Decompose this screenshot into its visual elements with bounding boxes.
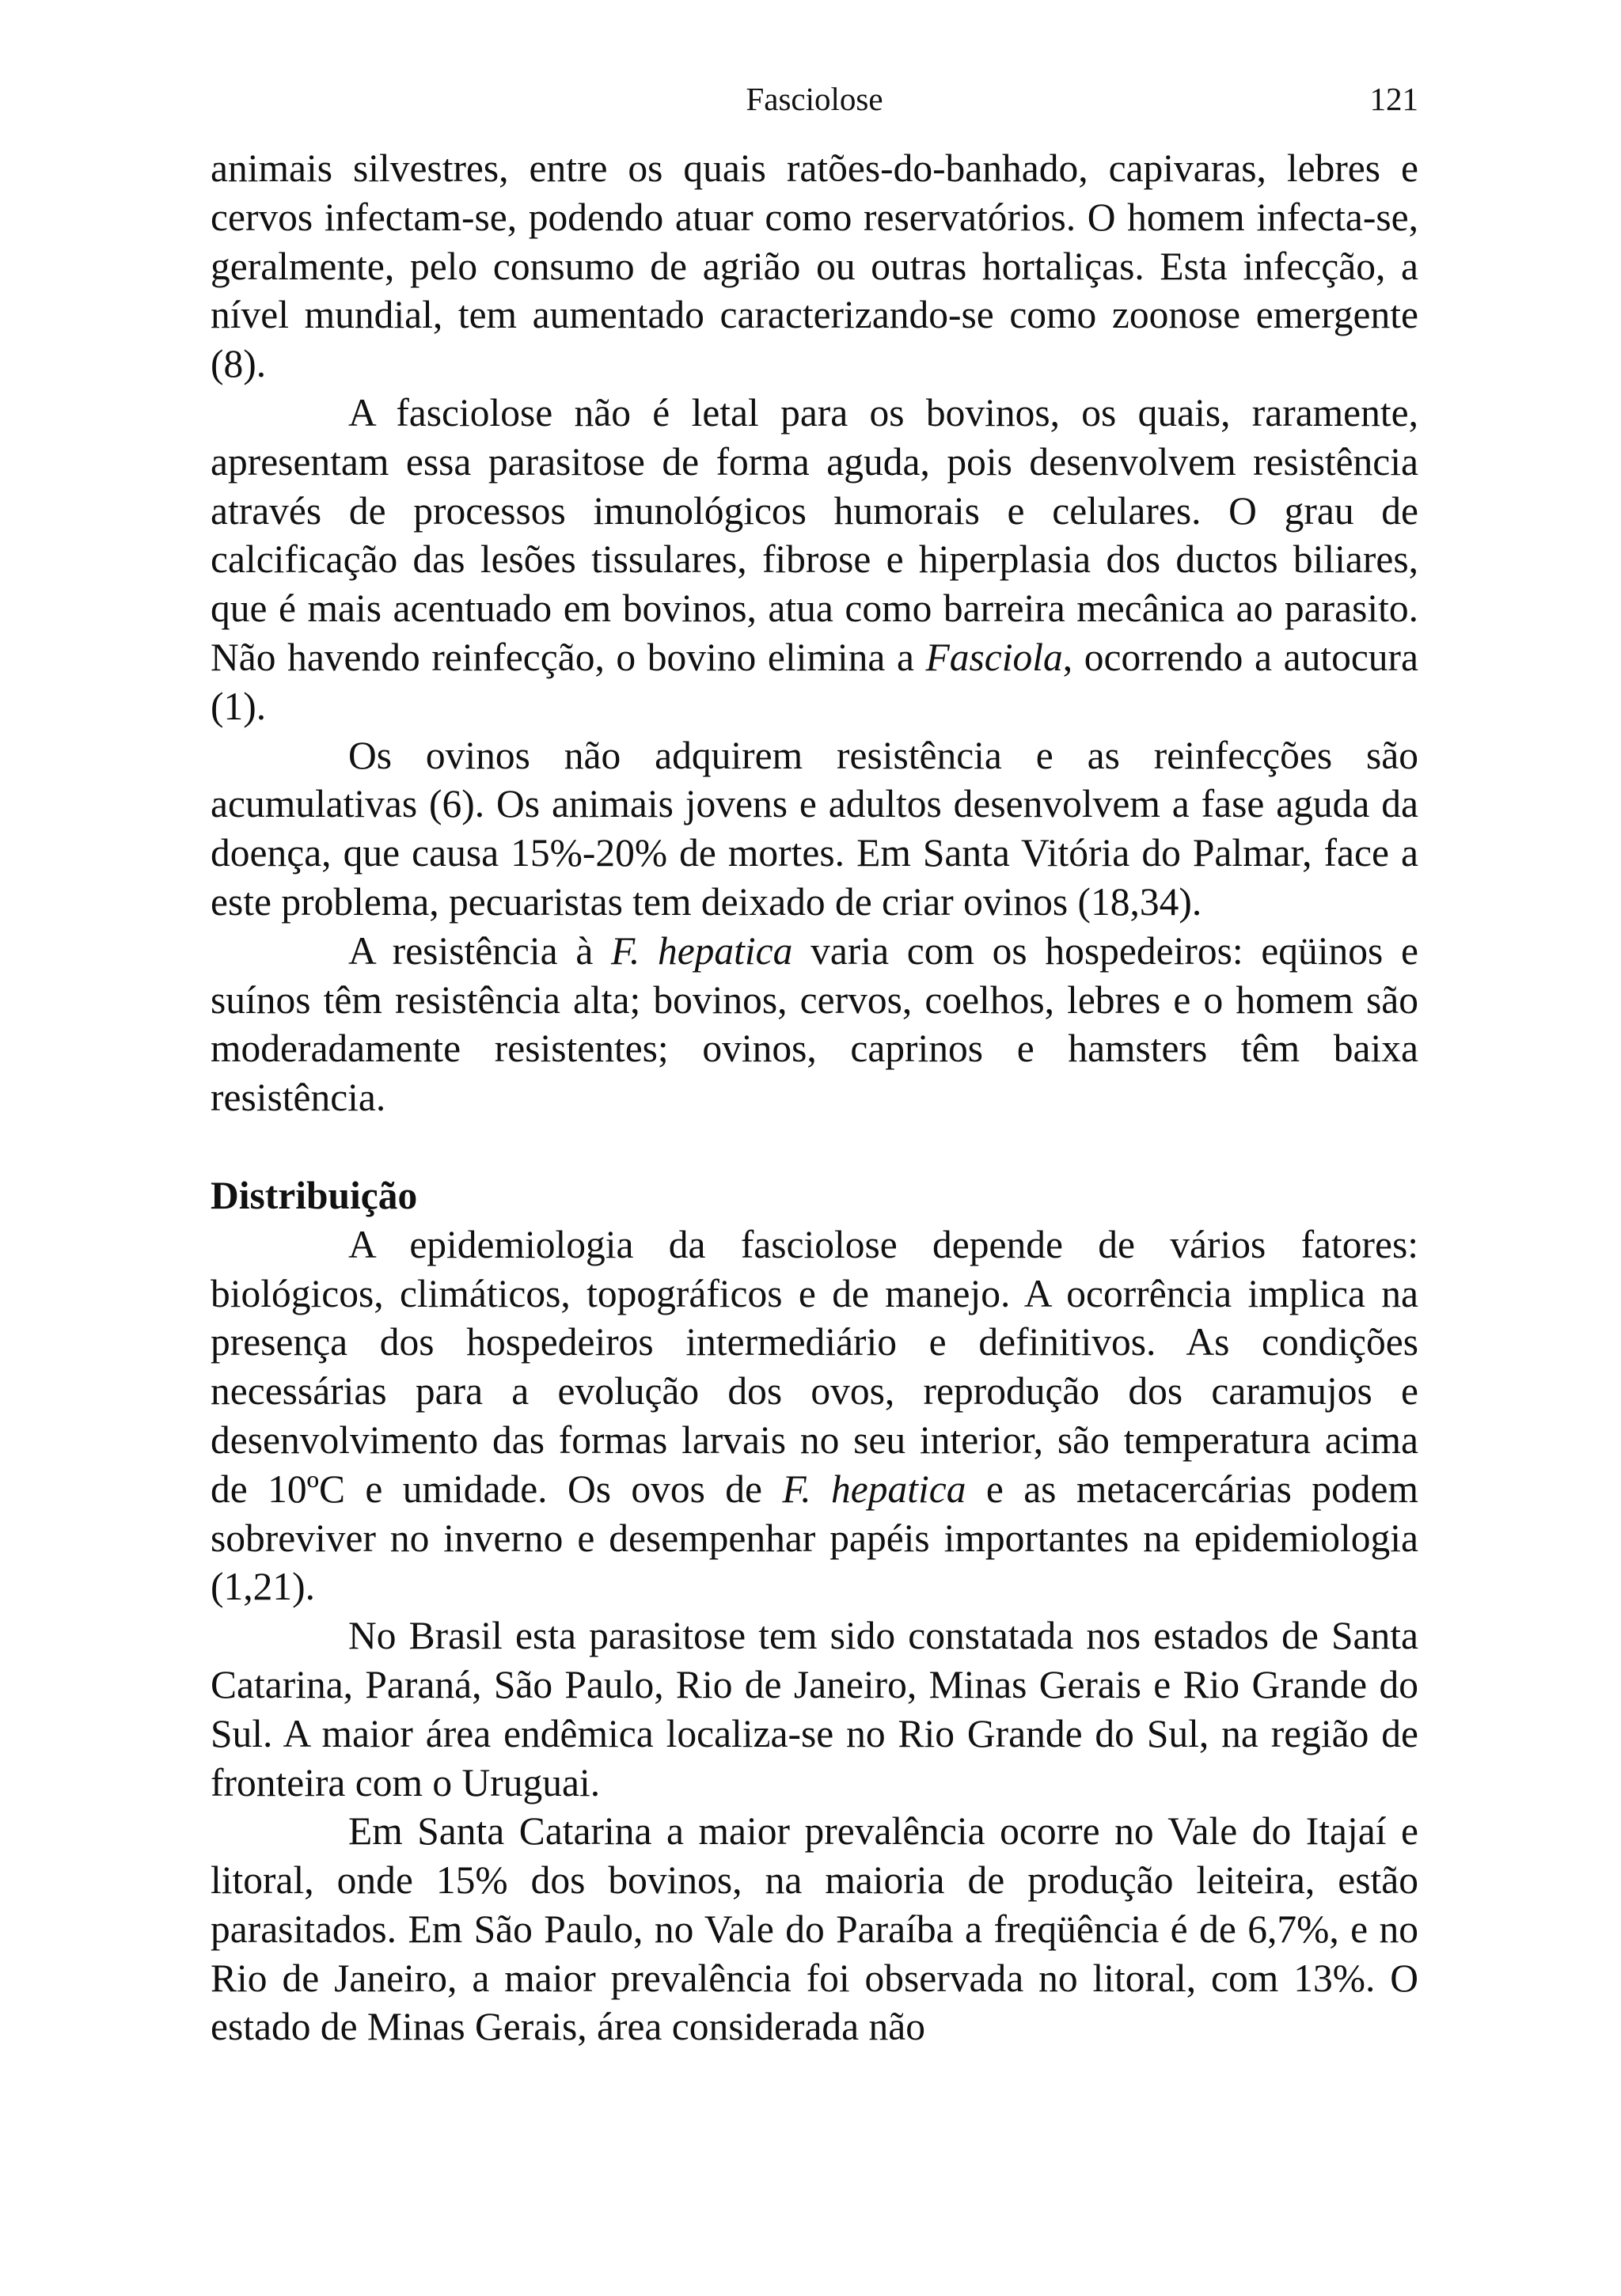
paragraph-states: Em Santa Catarina a maior prevalência ocorre no Vale do Itajaí e litoral, onde 15% dos bovinos, na maioria de produção leiteira, estão parasitados. Em São Paulo, no Vale do Paraíba a freqüência é de 6,7%, e no Rio de Janeiro, a maior prevalência foi observada no litoral, com 13%. O estado de Minas Gerais, área considerada não bbox=[211, 1809, 1418, 2049]
running-head bbox=[211, 75, 1418, 123]
italic-species-name: F. hepatica bbox=[611, 928, 793, 973]
body-text bbox=[211, 144, 1418, 2051]
paragraph-text: A fasciolose não é letal para os bovinos, os quais, raramente, apresentam essa parasitose de forma aguda, pois desenvolvem resistência através de processos imunológicos humorais e celulares. O grau de calcificação das lesões tissulares, fibrose e hiperplasia dos ductos biliares, que é mais acentuado em bovinos, atua como barreira mecânica ao parasito. Não havendo reinfecção, o bovino elimina a bbox=[211, 390, 1418, 679]
paragraph-ovine: Os ovinos não adquirem resistência e as reinfecções são acumulativas (6). Os animais jovens e adultos desenvolvem a fase aguda da doença, que causa 15%-20% de mortes. Em Santa Vitória do Palmar, face a este problema, pecuaristas tem deixado de criar ovinos (18,34). bbox=[211, 733, 1418, 924]
paragraph-epidemiology bbox=[211, 1220, 1418, 1611]
paragraph-text: A resistência à bbox=[348, 928, 612, 973]
paragraph-host-resistance bbox=[211, 927, 1418, 1122]
paragraph-bovine-resistance bbox=[211, 389, 1418, 731]
paragraph-text: A epidemiologia da fasciolose depende de vários fatores: biológicos, climáticos, topográficos e de manejo. A ocorrência implica na presença dos hospedeiros intermediário e definitivos. As condições necessárias para a evolução dos ovos, reprodução dos caramujos e desenvolvimento das formas larvais no seu interior, são temperatura acima de 10ºC e umidade. Os ovos de bbox=[211, 1222, 1418, 1511]
paragraph-text: , ocorrendo a autocura (1). bbox=[211, 635, 1419, 728]
paragraph-reservoirs: animais silvestres, entre os quais ratões-do-banhado, capivaras, lebres e cervos infectam-se, podendo atuar como reservatórios. O homem infecta-se, geralmente, pelo consumo de agrião ou outras hortaliças. Esta infecção, a nível mundial, tem aumentado caracterizando-se como zoonose emergente (8). bbox=[211, 146, 1418, 386]
running-title: Fasciolose bbox=[746, 81, 883, 117]
italic-genus-name: Fasciola bbox=[925, 635, 1063, 679]
italic-species-name: F. hepatica bbox=[782, 1467, 966, 1511]
paragraph-text: varia com os hospedeiros: eqüinos e suínos têm resistência alta; bovinos, cervos, coelhos, lebres e o homem são moderadamente resistentes; ovinos, caprinos e hamsters têm baixa resistência. bbox=[211, 928, 1418, 1120]
paragraph-brazil: No Brasil esta parasitose tem sido constatada nos estados de Santa Catarina, Paraná, São Paulo, Rio de Janeiro, Minas Gerais e Rio Grande do Sul. A maior área endêmica localiza-se no Rio Grande do Sul, na região de fronteira com o Uruguai. bbox=[211, 1614, 1418, 1805]
section-heading: Distribuição bbox=[211, 1173, 418, 1217]
page-number: 121 bbox=[1369, 81, 1418, 117]
paragraph-text: e as metacercárias podem sobreviver no inverno e desempenhar papéis importantes na epidemiologia (1,21). bbox=[211, 1467, 1418, 1609]
